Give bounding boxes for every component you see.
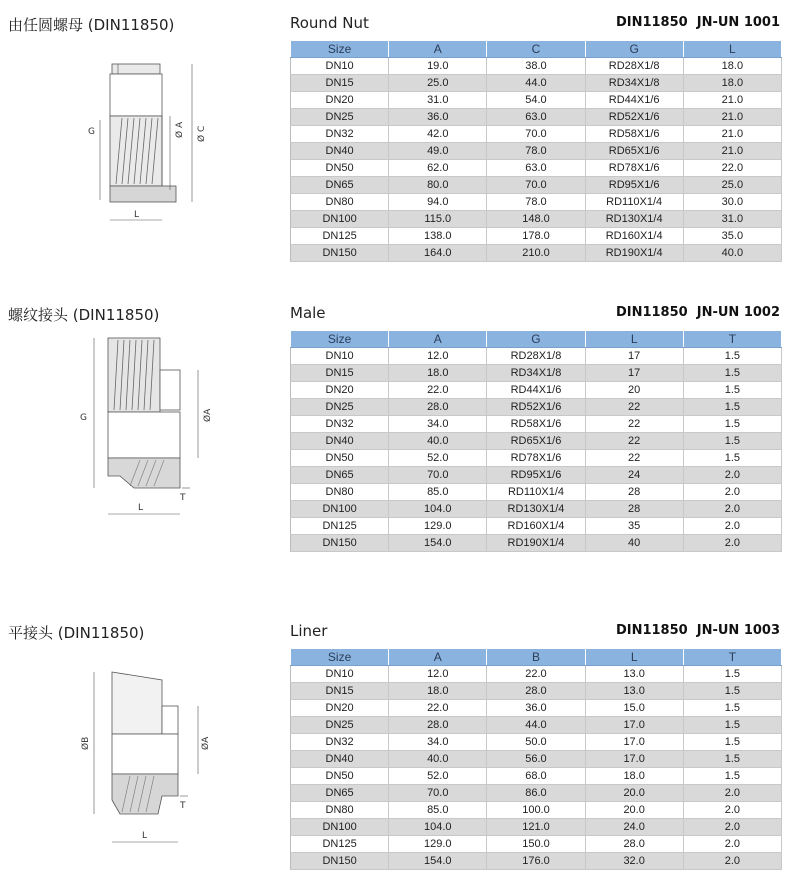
table-cell: 34.0	[389, 416, 487, 433]
table-row	[291, 450, 782, 467]
table-row	[291, 836, 782, 853]
table-row	[291, 348, 782, 365]
table-cell: DN15	[291, 683, 389, 700]
table-row	[291, 245, 782, 262]
column-header: Size	[291, 41, 389, 58]
table-cell: 70.0	[389, 785, 487, 802]
table-cell: DN50	[291, 450, 389, 467]
table-cell: RD34X1/8	[487, 365, 585, 382]
table-cell: 1.5	[683, 768, 781, 785]
column-header: Size	[291, 649, 389, 666]
table-cell: 129.0	[389, 836, 487, 853]
table-cell: 22	[585, 433, 683, 450]
table-cell: DN40	[291, 751, 389, 768]
table-cell: RD44X1/6	[487, 382, 585, 399]
section-code-title: DIN11850 JN-UN 1001	[615, 15, 780, 30]
table-cell: 68.0	[487, 768, 585, 785]
table-cell: RD78X1/6	[487, 450, 585, 467]
table-row	[291, 853, 782, 870]
table-cell: 2.0	[683, 785, 781, 802]
male-table	[290, 330, 782, 552]
table-cell: 80.0	[389, 177, 487, 194]
table-row	[291, 399, 782, 416]
dim-a-label: ØA	[201, 736, 211, 750]
table-cell: 54.0	[487, 92, 585, 109]
dim-t-label: T	[180, 801, 186, 811]
table-cell: RD58X1/6	[585, 126, 683, 143]
table-cell: 32.0	[585, 853, 683, 870]
dim-l-label: L	[142, 831, 148, 841]
table-row	[291, 126, 782, 143]
table-cell: 85.0	[389, 484, 487, 501]
table-cell: 1.5	[683, 666, 781, 683]
table-cell: 13.0	[585, 666, 683, 683]
table-cell: 17.0	[585, 751, 683, 768]
round-nut-drawing	[70, 50, 230, 240]
column-header: C	[487, 41, 585, 58]
column-header: Size	[291, 331, 389, 348]
table-cell: RD52X1/6	[585, 109, 683, 126]
table-cell: DN80	[291, 484, 389, 501]
dim-c-label: Ø C	[197, 125, 207, 142]
table-cell: 2.0	[683, 819, 781, 836]
table-cell: DN40	[291, 433, 389, 450]
table-row	[291, 160, 782, 177]
table-cell: DN25	[291, 399, 389, 416]
table-cell: 104.0	[389, 501, 487, 518]
table-cell: 28.0	[389, 399, 487, 416]
table-cell: DN32	[291, 126, 389, 143]
table-cell: 94.0	[389, 194, 487, 211]
table-cell: 210.0	[487, 245, 585, 262]
liner-table	[290, 648, 782, 870]
table-row	[291, 518, 782, 535]
table-row	[291, 467, 782, 484]
section-code-title: DIN11850 JN-UN 1003	[615, 623, 780, 638]
table-cell: 44.0	[487, 75, 585, 92]
table-cell: 104.0	[389, 819, 487, 836]
table-cell: 1.5	[683, 751, 781, 768]
section-round-nut	[0, 0, 800, 290]
table-row	[291, 683, 782, 700]
table-cell: 1.5	[683, 700, 781, 717]
table-cell: RD130X1/4	[487, 501, 585, 518]
table-cell: 70.0	[487, 126, 585, 143]
table-row	[291, 785, 782, 802]
section-code-title: DIN11850 JN-UN 1002	[615, 305, 780, 320]
table-cell: DN15	[291, 365, 389, 382]
dim-l-label: L	[138, 503, 144, 513]
table-cell: 25.0	[389, 75, 487, 92]
table-cell: DN25	[291, 717, 389, 734]
table-cell: RD58X1/6	[487, 416, 585, 433]
table-cell: DN32	[291, 734, 389, 751]
table-cell: 25.0	[683, 177, 781, 194]
column-header: L	[585, 331, 683, 348]
table-row	[291, 666, 782, 683]
table-row	[291, 501, 782, 518]
table-cell: RD52X1/6	[487, 399, 585, 416]
table-cell: 21.0	[683, 143, 781, 160]
column-header: B	[487, 649, 585, 666]
table-row	[291, 819, 782, 836]
table-cell: 18.0	[585, 768, 683, 785]
table-cell: 36.0	[487, 700, 585, 717]
table-cell: 18.0	[683, 75, 781, 92]
table-cell: 35.0	[683, 228, 781, 245]
table-cell: 1.5	[683, 365, 781, 382]
table-cell: DN125	[291, 518, 389, 535]
table-cell: 22.0	[389, 382, 487, 399]
table-row	[291, 194, 782, 211]
table-cell: 28.0	[585, 836, 683, 853]
table-cell: 2.0	[683, 467, 781, 484]
dim-a-label: Ø A	[175, 121, 185, 138]
dim-t-label: T	[180, 493, 186, 503]
table-cell: DN20	[291, 700, 389, 717]
table-row	[291, 92, 782, 109]
table-cell: RD95X1/6	[585, 177, 683, 194]
table-cell: DN32	[291, 416, 389, 433]
table-row	[291, 535, 782, 552]
column-header: G	[487, 331, 585, 348]
table-cell: 1.5	[683, 734, 781, 751]
table-cell: 1.5	[683, 717, 781, 734]
table-cell: RD78X1/6	[585, 160, 683, 177]
section-cn-title: 螺纹接头 (DIN11850)	[8, 306, 160, 324]
table-cell: 22	[585, 450, 683, 467]
table-cell: 70.0	[389, 467, 487, 484]
table-cell: RD160X1/4	[487, 518, 585, 535]
table-cell: 49.0	[389, 143, 487, 160]
table-cell: 2.0	[683, 853, 781, 870]
table-cell: 36.0	[389, 109, 487, 126]
table-cell: 20.0	[585, 802, 683, 819]
table-cell: 31.0	[389, 92, 487, 109]
table-cell: 52.0	[389, 768, 487, 785]
table-cell: 17	[585, 348, 683, 365]
table-cell: 22.0	[683, 160, 781, 177]
table-cell: 30.0	[683, 194, 781, 211]
table-cell: 28	[585, 501, 683, 518]
table-row	[291, 717, 782, 734]
table-cell: RD95X1/6	[487, 467, 585, 484]
table-cell: 20	[585, 382, 683, 399]
table-cell: DN100	[291, 211, 389, 228]
table-cell: DN125	[291, 228, 389, 245]
table-row	[291, 768, 782, 785]
column-header: T	[683, 649, 781, 666]
table-row	[291, 700, 782, 717]
table-row	[291, 484, 782, 501]
section-cn-title: 由任圆螺母 (DIN11850)	[8, 16, 175, 34]
table-cell: 2.0	[683, 484, 781, 501]
table-cell: 21.0	[683, 92, 781, 109]
table-cell: 42.0	[389, 126, 487, 143]
table-cell: 129.0	[389, 518, 487, 535]
table-cell: RD110X1/4	[487, 484, 585, 501]
liner-drawing	[70, 660, 230, 860]
table-cell: 2.0	[683, 802, 781, 819]
table-cell: 44.0	[487, 717, 585, 734]
table-cell: DN40	[291, 143, 389, 160]
dim-g-label: G	[80, 413, 87, 423]
table-cell: 100.0	[487, 802, 585, 819]
column-header: L	[585, 649, 683, 666]
dim-g-label: G	[88, 127, 95, 137]
table-cell: DN10	[291, 666, 389, 683]
table-cell: DN50	[291, 768, 389, 785]
table-row	[291, 211, 782, 228]
table-cell: 63.0	[487, 109, 585, 126]
table-cell: 154.0	[389, 853, 487, 870]
table-cell: 31.0	[683, 211, 781, 228]
table-cell: DN150	[291, 853, 389, 870]
table-cell: 86.0	[487, 785, 585, 802]
table-cell: 178.0	[487, 228, 585, 245]
table-cell: RD28X1/8	[487, 348, 585, 365]
table-cell: 15.0	[585, 700, 683, 717]
table-cell: RD65X1/6	[585, 143, 683, 160]
table-cell: DN100	[291, 819, 389, 836]
table-cell: 12.0	[389, 348, 487, 365]
table-row	[291, 382, 782, 399]
table-cell: 34.0	[389, 734, 487, 751]
table-row	[291, 177, 782, 194]
table-cell: RD110X1/4	[585, 194, 683, 211]
table-cell: 78.0	[487, 194, 585, 211]
section-liner	[0, 608, 800, 888]
table-row	[291, 75, 782, 92]
table-cell: DN125	[291, 836, 389, 853]
table-cell: 164.0	[389, 245, 487, 262]
table-cell: 40	[585, 535, 683, 552]
section-cn-title: 平接头 (DIN11850)	[8, 624, 145, 642]
table-cell: 13.0	[585, 683, 683, 700]
table-cell: 1.5	[683, 382, 781, 399]
table-cell: RD190X1/4	[487, 535, 585, 552]
table-cell: 148.0	[487, 211, 585, 228]
column-header: A	[389, 649, 487, 666]
table-cell: RD34X1/8	[585, 75, 683, 92]
table-cell: 21.0	[683, 109, 781, 126]
section-en-title: Male	[290, 304, 326, 322]
table-cell: 1.5	[683, 416, 781, 433]
dim-b-label: ØB	[81, 736, 91, 750]
table-cell: DN10	[291, 348, 389, 365]
table-cell: 35	[585, 518, 683, 535]
table-cell: 21.0	[683, 126, 781, 143]
table-cell: RD65X1/6	[487, 433, 585, 450]
table-cell: 1.5	[683, 433, 781, 450]
table-cell: 18.0	[389, 365, 487, 382]
table-cell: 18.0	[683, 58, 781, 75]
table-cell: 12.0	[389, 666, 487, 683]
table-cell: 2.0	[683, 501, 781, 518]
dim-l-label: L	[134, 210, 140, 220]
table-cell: DN65	[291, 177, 389, 194]
table-cell: RD44X1/6	[585, 92, 683, 109]
section-en-title: Liner	[290, 622, 328, 640]
table-cell: RD28X1/8	[585, 58, 683, 75]
round-nut-table	[290, 40, 782, 262]
table-cell: DN20	[291, 382, 389, 399]
table-cell: RD130X1/4	[585, 211, 683, 228]
table-cell: 150.0	[487, 836, 585, 853]
table-cell: 40.0	[683, 245, 781, 262]
table-cell: 40.0	[389, 433, 487, 450]
table-cell: RD160X1/4	[585, 228, 683, 245]
table-cell: 56.0	[487, 751, 585, 768]
table-cell: 20.0	[585, 785, 683, 802]
table-cell: 38.0	[487, 58, 585, 75]
table-cell: 63.0	[487, 160, 585, 177]
table-cell: DN50	[291, 160, 389, 177]
table-cell: 85.0	[389, 802, 487, 819]
table-cell: 22	[585, 399, 683, 416]
male-drawing	[70, 328, 230, 528]
table-row	[291, 228, 782, 245]
table-cell: 28	[585, 484, 683, 501]
table-cell: 22.0	[487, 666, 585, 683]
table-cell: 62.0	[389, 160, 487, 177]
table-row	[291, 433, 782, 450]
table-cell: 22.0	[389, 700, 487, 717]
table-row	[291, 143, 782, 160]
table-row	[291, 58, 782, 75]
table-cell: DN80	[291, 194, 389, 211]
table-cell: 1.5	[683, 348, 781, 365]
table-cell: DN10	[291, 58, 389, 75]
table-row	[291, 416, 782, 433]
table-cell: 28.0	[487, 683, 585, 700]
table-row	[291, 365, 782, 382]
table-cell: 28.0	[389, 717, 487, 734]
table-cell: DN25	[291, 109, 389, 126]
table-header-row	[291, 649, 782, 666]
table-cell: DN100	[291, 501, 389, 518]
table-cell: 70.0	[487, 177, 585, 194]
table-cell: 52.0	[389, 450, 487, 467]
table-cell: 17.0	[585, 717, 683, 734]
section-male	[0, 290, 800, 600]
table-cell: DN65	[291, 785, 389, 802]
table-cell: 22	[585, 416, 683, 433]
table-cell: 19.0	[389, 58, 487, 75]
table-cell: 1.5	[683, 683, 781, 700]
table-row	[291, 751, 782, 768]
table-cell: 1.5	[683, 399, 781, 416]
table-row	[291, 802, 782, 819]
table-cell: 2.0	[683, 518, 781, 535]
table-cell: 24	[585, 467, 683, 484]
column-header: T	[683, 331, 781, 348]
table-cell: 2.0	[683, 836, 781, 853]
table-cell: RD190X1/4	[585, 245, 683, 262]
column-header: L	[683, 41, 781, 58]
table-cell: 17	[585, 365, 683, 382]
table-cell: DN150	[291, 535, 389, 552]
dim-a-label: ØA	[203, 408, 213, 422]
table-cell: 138.0	[389, 228, 487, 245]
table-cell: DN150	[291, 245, 389, 262]
table-cell: 50.0	[487, 734, 585, 751]
table-row	[291, 109, 782, 126]
table-cell: 154.0	[389, 535, 487, 552]
table-cell: 40.0	[389, 751, 487, 768]
table-cell: DN80	[291, 802, 389, 819]
column-header: G	[585, 41, 683, 58]
table-cell: 18.0	[389, 683, 487, 700]
column-header: A	[389, 331, 487, 348]
section-en-title: Round Nut	[290, 14, 369, 32]
table-cell: 24.0	[585, 819, 683, 836]
table-cell: 2.0	[683, 535, 781, 552]
column-header: A	[389, 41, 487, 58]
table-cell: DN65	[291, 467, 389, 484]
table-cell: 1.5	[683, 450, 781, 467]
table-cell: 17.0	[585, 734, 683, 751]
table-cell: DN20	[291, 92, 389, 109]
table-cell: 176.0	[487, 853, 585, 870]
table-header-row	[291, 41, 782, 58]
table-cell: 115.0	[389, 211, 487, 228]
table-header-row	[291, 331, 782, 348]
table-cell: DN15	[291, 75, 389, 92]
table-cell: 78.0	[487, 143, 585, 160]
table-cell: 121.0	[487, 819, 585, 836]
table-row	[291, 734, 782, 751]
